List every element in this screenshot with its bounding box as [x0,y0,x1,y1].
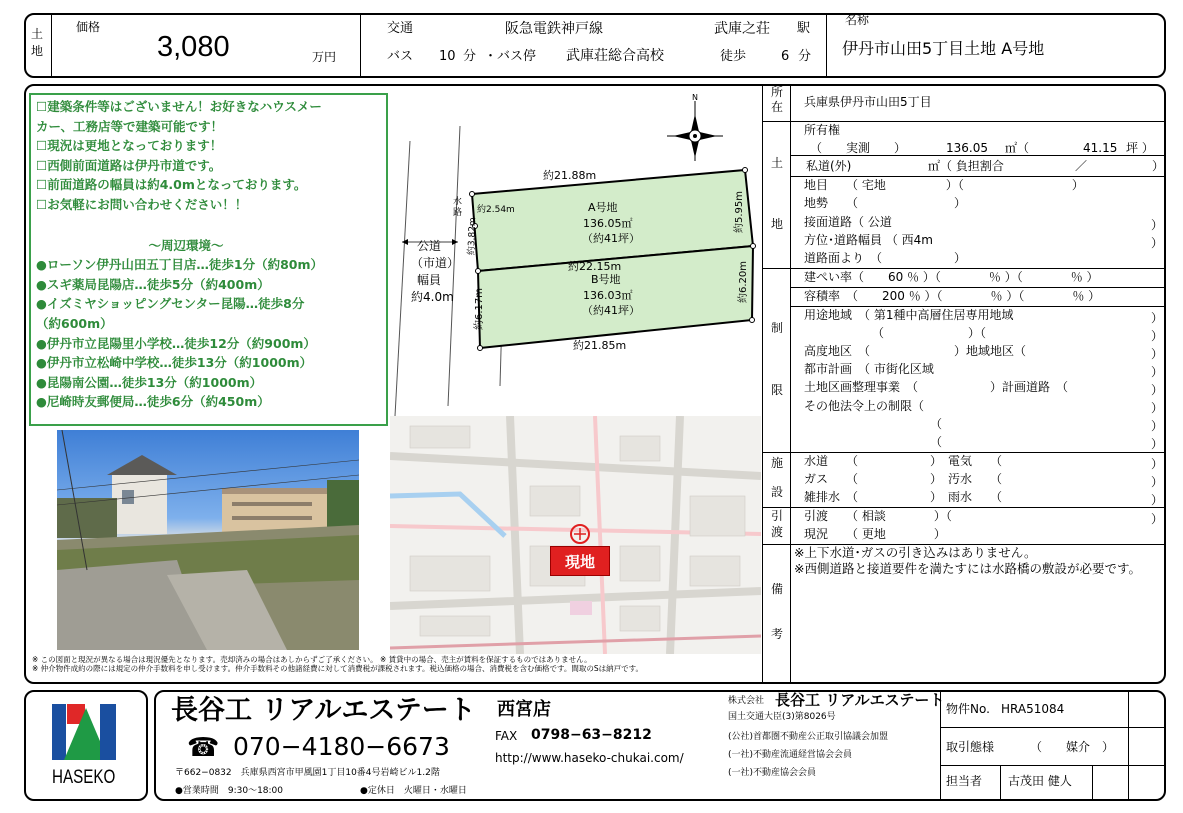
limit-label-2: 限 [770,383,783,397]
road-from: 道路面より （ ） [804,251,967,265]
site-photo [57,430,359,650]
chisei: 地勢 （ ） [804,196,967,210]
hand-label-1: 引 [770,509,783,523]
env-item: ●イズミヤショッピングセンター昆陽…徒歩8分 [36,296,305,312]
rem-label-1: 備 [770,582,783,596]
waterway-1: 水 [453,197,463,207]
license: 国土交通大臣(3)第8026号 [728,712,836,722]
plot-plan [390,86,762,416]
hours: ●営業時間 9:30～18:00 [175,786,284,796]
price-value: 3,080 [157,31,230,63]
feature-line: ☐西側前面道路は伊丹市道です。 [36,157,222,173]
status: 現況 （ 更地 ） [804,527,946,541]
remark-1: ※上下水道･ガスの引き込みはありません。 [794,545,1037,560]
env-item: （約600m） [36,315,113,331]
station-suffix: 駅 [797,21,811,36]
feature-line: カー、工務店等で建築可能です！ [36,118,224,134]
a-left2: 約3.82m [467,217,479,256]
b-left: 約6.17m [474,287,485,330]
water: 水道 （ ） 電気 （ [804,454,1003,468]
site-label: 現地 [550,546,610,576]
len-mid: 約22.15m [568,260,622,273]
private-slash: ／ [1075,159,1088,173]
fac-label-2: 設 [770,485,783,499]
walk-label: 徒歩 [720,49,747,64]
loc-label-2: 在 [770,100,783,114]
phone-number: 070−4180−6673 [233,732,450,761]
youto2: （ ）（ [872,326,987,340]
measured: （ 実測 ） [810,141,907,155]
len-top: 約21.88m [543,169,597,182]
location: 兵庫県伊丹市山田5丁目 [804,95,932,109]
yoseki: 容積率 （ 200 ％ ）（ ％ ）（ ％ ） [804,289,1101,303]
fac-label-1: 施 [770,456,783,470]
b-name: B号地 [591,273,621,286]
loc-label-1: 所 [770,85,783,99]
walk-minutes: 6 [781,49,790,64]
kukaku: 土地区画整理事業 （ ）計画道路 （ [804,380,1069,394]
land-label-2b: 地 [770,217,783,231]
company-name: 長谷工 リアルエステート [171,695,476,726]
other3: （ [930,435,943,449]
tsubo-unit: 坪 ） [1126,141,1154,155]
env-item: ●尼崎時友郵便局…徒歩6分（約450m） [36,394,270,410]
area-sqm: 136.05 [946,141,988,155]
direction: 方位･道路幅員 （ 西4m [804,233,933,247]
feature-line: ☐建築条件等はございません！お好きなハウスメー [36,99,322,114]
website[interactable]: http://www.haseko-chukai.com/ [495,751,684,765]
north-label: N [692,93,698,102]
toshi: 都市計画 （ 市街化区域 [804,362,934,376]
handover: 引渡 （ 相談 ）（ [804,509,952,523]
env-item: ●スギ薬局昆陽店…徒歩5分（約400m） [36,276,270,292]
address: 〒662−0832 兵庫県西宮市甲風園1丁目10番4号岩崎ビル1.2階 [175,768,440,778]
bus-stop: 武庫荘総合高校 [566,48,664,64]
koudo: 高度地区 （ ）地域地区（ [804,344,1027,358]
len-bottom: 約21.85m [573,339,627,352]
train-line: 阪急電鉄神戸線 [505,21,603,37]
kenpei: 建ぺい率（ 60 ％ ）（ ％ ）（ ％ ） [804,270,1099,284]
property-name: 伊丹市山田5丁目土地 A号地 [842,39,1045,58]
price-label: 価格 [76,20,101,34]
bus-stop-label: ・バス停 [484,49,537,64]
assoc-3: (一社)不動産協会会員 [728,768,817,778]
env-title: ～周辺環境～ [148,237,224,253]
haseko-logo-icon [50,698,122,760]
env-item: ●ローソン伊丹山田五丁目店…徒歩1分（約80m） [36,257,324,273]
b-tsubo: （約41坪） [582,304,640,317]
limit-label-1: 制 [770,321,783,335]
fax-label: FAX [495,729,518,743]
transport-label: 交通 [387,21,414,36]
env-item: ●伊丹市立松崎中学校…徒歩13分（約1000m） [36,355,313,371]
prop-no-label: 物件No. [946,702,990,716]
private-unit: ㎡（ 負担割合 [928,159,1004,173]
closed-days: ●定休日 火曜日・水曜日 [360,786,467,796]
other2: （ [930,417,943,431]
land-label-2: 地 [31,44,44,58]
area-map [390,416,761,654]
staff-label: 担当者 [946,774,983,788]
feature-line: ☐前面道路の幅員は約4.0mとなっております。 [36,177,307,193]
price-unit: 万円 [312,50,337,64]
a-area: 136.05㎡ [583,217,633,230]
road-3: 幅員 [417,273,442,287]
rem-label-2: 考 [770,627,783,641]
road-4: 約4.0m [411,290,454,304]
assoc-2: (一社)不動産流通経営協会会員 [728,750,853,760]
compass-icon [667,101,723,161]
corp-prefix: 株式会社 [728,696,765,706]
features-list [36,97,388,412]
env-item: ●昆陽南公園…徒歩13分（約1000m） [36,374,263,390]
fax-number: 0798−63−8212 [531,727,652,743]
private-close: ） [1152,159,1165,173]
road-contact: 接面道路（ 公道 [804,215,892,229]
drain: 雑排水 （ ） 雨水 （ [804,490,1003,504]
area-tsubo: 41.15 [1083,141,1118,155]
details-close-parens: ） ） [1151,218,1164,250]
other: その他法令上の制限（ [804,399,925,413]
bus-min-unit: 分 [463,49,477,64]
waterway-2: 路 [453,208,463,218]
logo-text: HASEKO [52,767,116,788]
a-right: 約5.95m [734,190,745,233]
a-left: 約2.54m [477,205,515,215]
private-road: 私道(外) [806,159,852,173]
feature-line: ☐現況は更地となっております！ [36,138,223,154]
road-2: （市道） [411,256,460,270]
bus-minutes: 10 [439,49,456,64]
phone-icon: ☎ [187,733,220,763]
road-1: 公道 [417,239,442,253]
remark-2: ※西側道路と接道要件を満たすには水路橋の敷設が必要です。 [794,561,1141,576]
site-marker-icon [571,525,589,543]
land-label-1b: 土 [770,156,783,170]
note-1: ※ この図面と現況が異なる場合は現況優先となります。売却済みの場合はあしからずご了承ください。 ※ 賃貸中の場合、売主が賃料を保証するものではありません。 [32,655,592,664]
gas: ガス （ ） 汚水 （ [804,472,1003,486]
chimoku: 地目 （ 宅地 ）（ ） [804,178,1084,192]
b-area: 136.03㎡ [583,289,633,302]
sqm-unit: ㎡（ [1005,141,1030,155]
note-2: ※ 仲介物件成約の際には規定の仲介手数料を申し受けます。仲介手数料その他諸経費に対して消費税が課税されます。税込価格の場合、消費税を含む価格です。間取のSは納戸です。 [32,664,644,673]
staff-name: 古茂田 健人 [1008,774,1072,788]
walk-unit: 分 [798,49,812,64]
assoc-1: (公社)首都圏不動産公正取引協議会加盟 [728,732,889,742]
station: 武庫之荘 [714,21,770,37]
a-tsubo: （約41坪） [582,232,640,245]
bus-label: バス [387,49,414,64]
deal-type: （ 媒介 ） [1030,740,1115,754]
branch-name: 西宮店 [497,699,551,720]
corp-name: 長谷工 リアルエステート [775,691,945,709]
feature-line: ☐お気軽にお問い合わせください！！ [36,196,248,212]
hand-label-2: 渡 [770,525,783,539]
b-right: 約6.20m [738,260,749,303]
prop-no: HRA51084 [1001,702,1065,716]
ownership: 所有権 [804,123,841,137]
deal-label: 取引態様 [946,740,995,754]
name-label: 名称 [845,13,870,27]
youto: 用途地域 （ 第1種中高層住居専用地域 [804,308,1014,322]
land-label-1: 土 [31,27,44,41]
env-item: ●伊丹市立昆陽里小学校…徒歩12分（約900m） [36,335,316,351]
a-name: A号地 [588,201,618,214]
